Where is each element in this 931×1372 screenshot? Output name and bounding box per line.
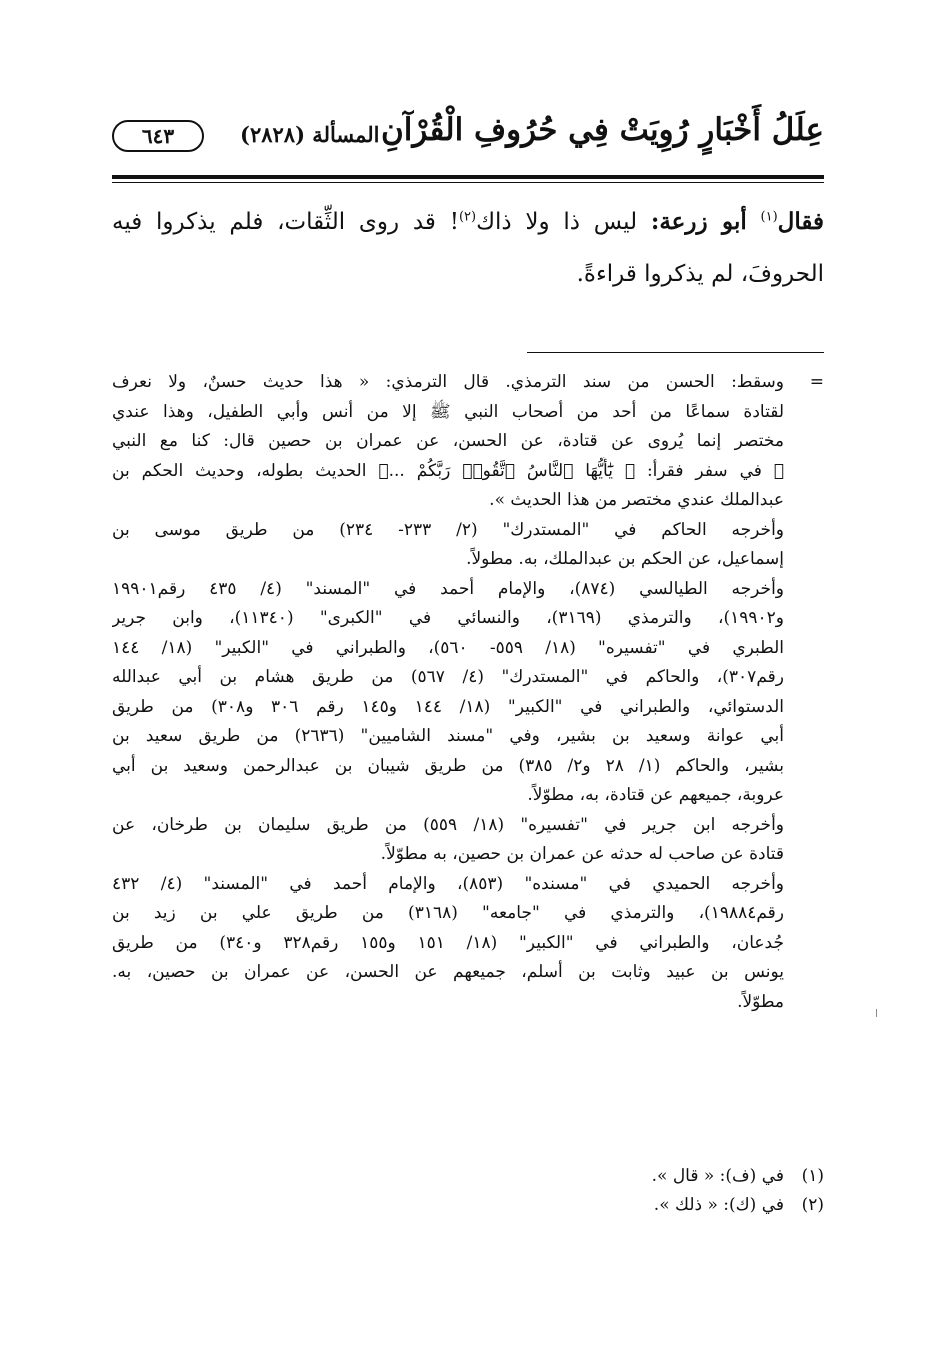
footnote-ref-2: (٢): [458, 209, 477, 225]
footnote-line: رقم٣٠٧)، والحاكم في "المستدرك" (٤/ ٥٦٧) من طريق هشام بن أبي عبدالله: [112, 667, 784, 687]
footnote-number: (٢): [801, 1195, 824, 1215]
footnote-line: لقتادة سماعًا من أحد من أصحاب النبي ﷺ إلا من أنس وأبي الطفيل، وهذا عندي: [112, 401, 784, 422]
speaker-name: أبو زرعة:: [650, 208, 747, 235]
main-text-part-2: ! قد روى الثِّقات، فلم يذكروا فيه الحروفَ، لم يذكروا قراءةً.: [112, 209, 824, 287]
footnote-line: الدستوائي، والطبراني في "الكبير" (١٨/ ١٤٤ و١٤٥ رقم ٣٠٦ و٣٠٨) من طريق: [112, 696, 784, 717]
footnote-ref-1: (١): [760, 209, 778, 225]
footnote-continuation: [112, 368, 824, 1017]
header-rule-thin: [112, 182, 824, 183]
continuation-marker: =: [809, 372, 824, 392]
footnote-line: ﷺ في سفر فقرأ: ﴿ يَٰٓأَيُّهَا ٱلنَّاسُ ٱتَّقُوا۟ رَبَّكُمْ ...﴾ الحديث بطوله، وحديث الحكم بن: [112, 460, 784, 481]
footnote-line: عروبة، جميعهم عن قتادة، به، مطوّلاً.: [527, 785, 784, 805]
footnote-line: وأخرجه الطيالسي (٨٧٤)، والإمام أحمد في "المسند" (٤/ ٤٣٥ رقم١٩٩٠١: [112, 578, 784, 599]
main-text-part-1: ليس ذا ولا ذاك: [476, 209, 651, 235]
book-title: عِلَلُ أَخْبَارٍ رُوِيَتْ فِي حُرُوفِ الْقُرْآنِ: [380, 112, 824, 148]
page-header: [112, 112, 824, 172]
footnote-line: إسماعيل، عن الحكم بن عبدالملك، به. مطولاً.: [466, 549, 784, 569]
footnote-line: أبي عوانة وسعيد بن بشير، وفي "مسند الشاميين" (٢٦٣٦) من طريق سعيد بن: [112, 726, 784, 746]
footnote-line: مختصر إنما يُروى عن قتادة، عن الحسن، عن عمران بن حصين قال: كنا مع النبي: [112, 431, 784, 451]
issue-label: المسألة (٢٨٢٨): [240, 122, 380, 147]
speaker-word: فقال: [777, 208, 824, 235]
main-text: [112, 196, 824, 300]
footnote-line: وأخرجه الحميدي في "مسنده" (٨٥٣)، والإمام أحمد في "المسند" (٤/ ٤٣٢: [112, 873, 784, 894]
footnote-line: قتادة عن صاحب له حدثه عن عمران بن حصين، به مطوّلاً.: [380, 844, 784, 864]
footnote-line: وسقط: الحسن من سند الترمذي. قال الترمذي: « هذا حديث حسنٌ، ولا نعرف: [112, 372, 784, 392]
footnote-line: عبدالملك عندي مختصر من هذا الحديث ».: [489, 490, 784, 510]
page-number-badge: ٦٤٣: [112, 120, 204, 152]
footnote-line: وأخرجه ابن جرير في "تفسيره" (١٨/ ٥٥٩) من طريق سليمان بن طرخان، عن: [112, 814, 784, 835]
footnote-number: (١): [801, 1166, 824, 1186]
footnote-line: يونس بن عبيد وثابت بن أسلم، جميعهم عن الحسن، عن عمران بن حصين، به.: [112, 962, 784, 982]
footnote-text: في (ف): « قال ».: [651, 1166, 784, 1186]
footnote-1: [112, 1162, 824, 1191]
footnote-line: جُدعان، والطبراني في "الكبير" (١٨/ ١٥١ و١٥٥ رقم٣٢٨ و٣٤٠) من طريق: [112, 932, 784, 953]
header-rule-thick: [112, 175, 824, 179]
margin-mark: [876, 1009, 877, 1017]
footnote-line: بشير، والحاكم (١/ ٢٨ و٢/ ٣٨٥) من طريق شيبان بن عبدالرحمن وسعيد بن أبي: [112, 755, 784, 776]
footnote-text: في (ك): « ذلك ».: [653, 1195, 784, 1215]
footnote-line: مطوّلاً.: [737, 991, 784, 1012]
footnote-line: رقم١٩٨٨٤)، والترمذي في "جامعه" (٣١٦٨) من طريق علي بن زيد بن: [112, 903, 784, 923]
footnote-line: وأخرجه الحاكم في "المستدرك" (٢/ ٢٣٣- ٢٣٤) من طريق موسى بن: [112, 519, 784, 540]
footnote-line: و١٩٩٠٢)، والترمذي (٣١٦٩)، والنسائي في "الكبرى" (١١٣٤٠)، وابن جرير: [112, 608, 784, 628]
footnote-2: [112, 1191, 824, 1220]
footnotes: [112, 1162, 824, 1220]
footnote-separator: [527, 352, 824, 353]
footnote-line: الطبري في "تفسيره" (١٨/ ٥٥٩- ٥٦٠)، والطبراني في "الكبير" (١٨/ ١٤٤: [112, 637, 784, 658]
